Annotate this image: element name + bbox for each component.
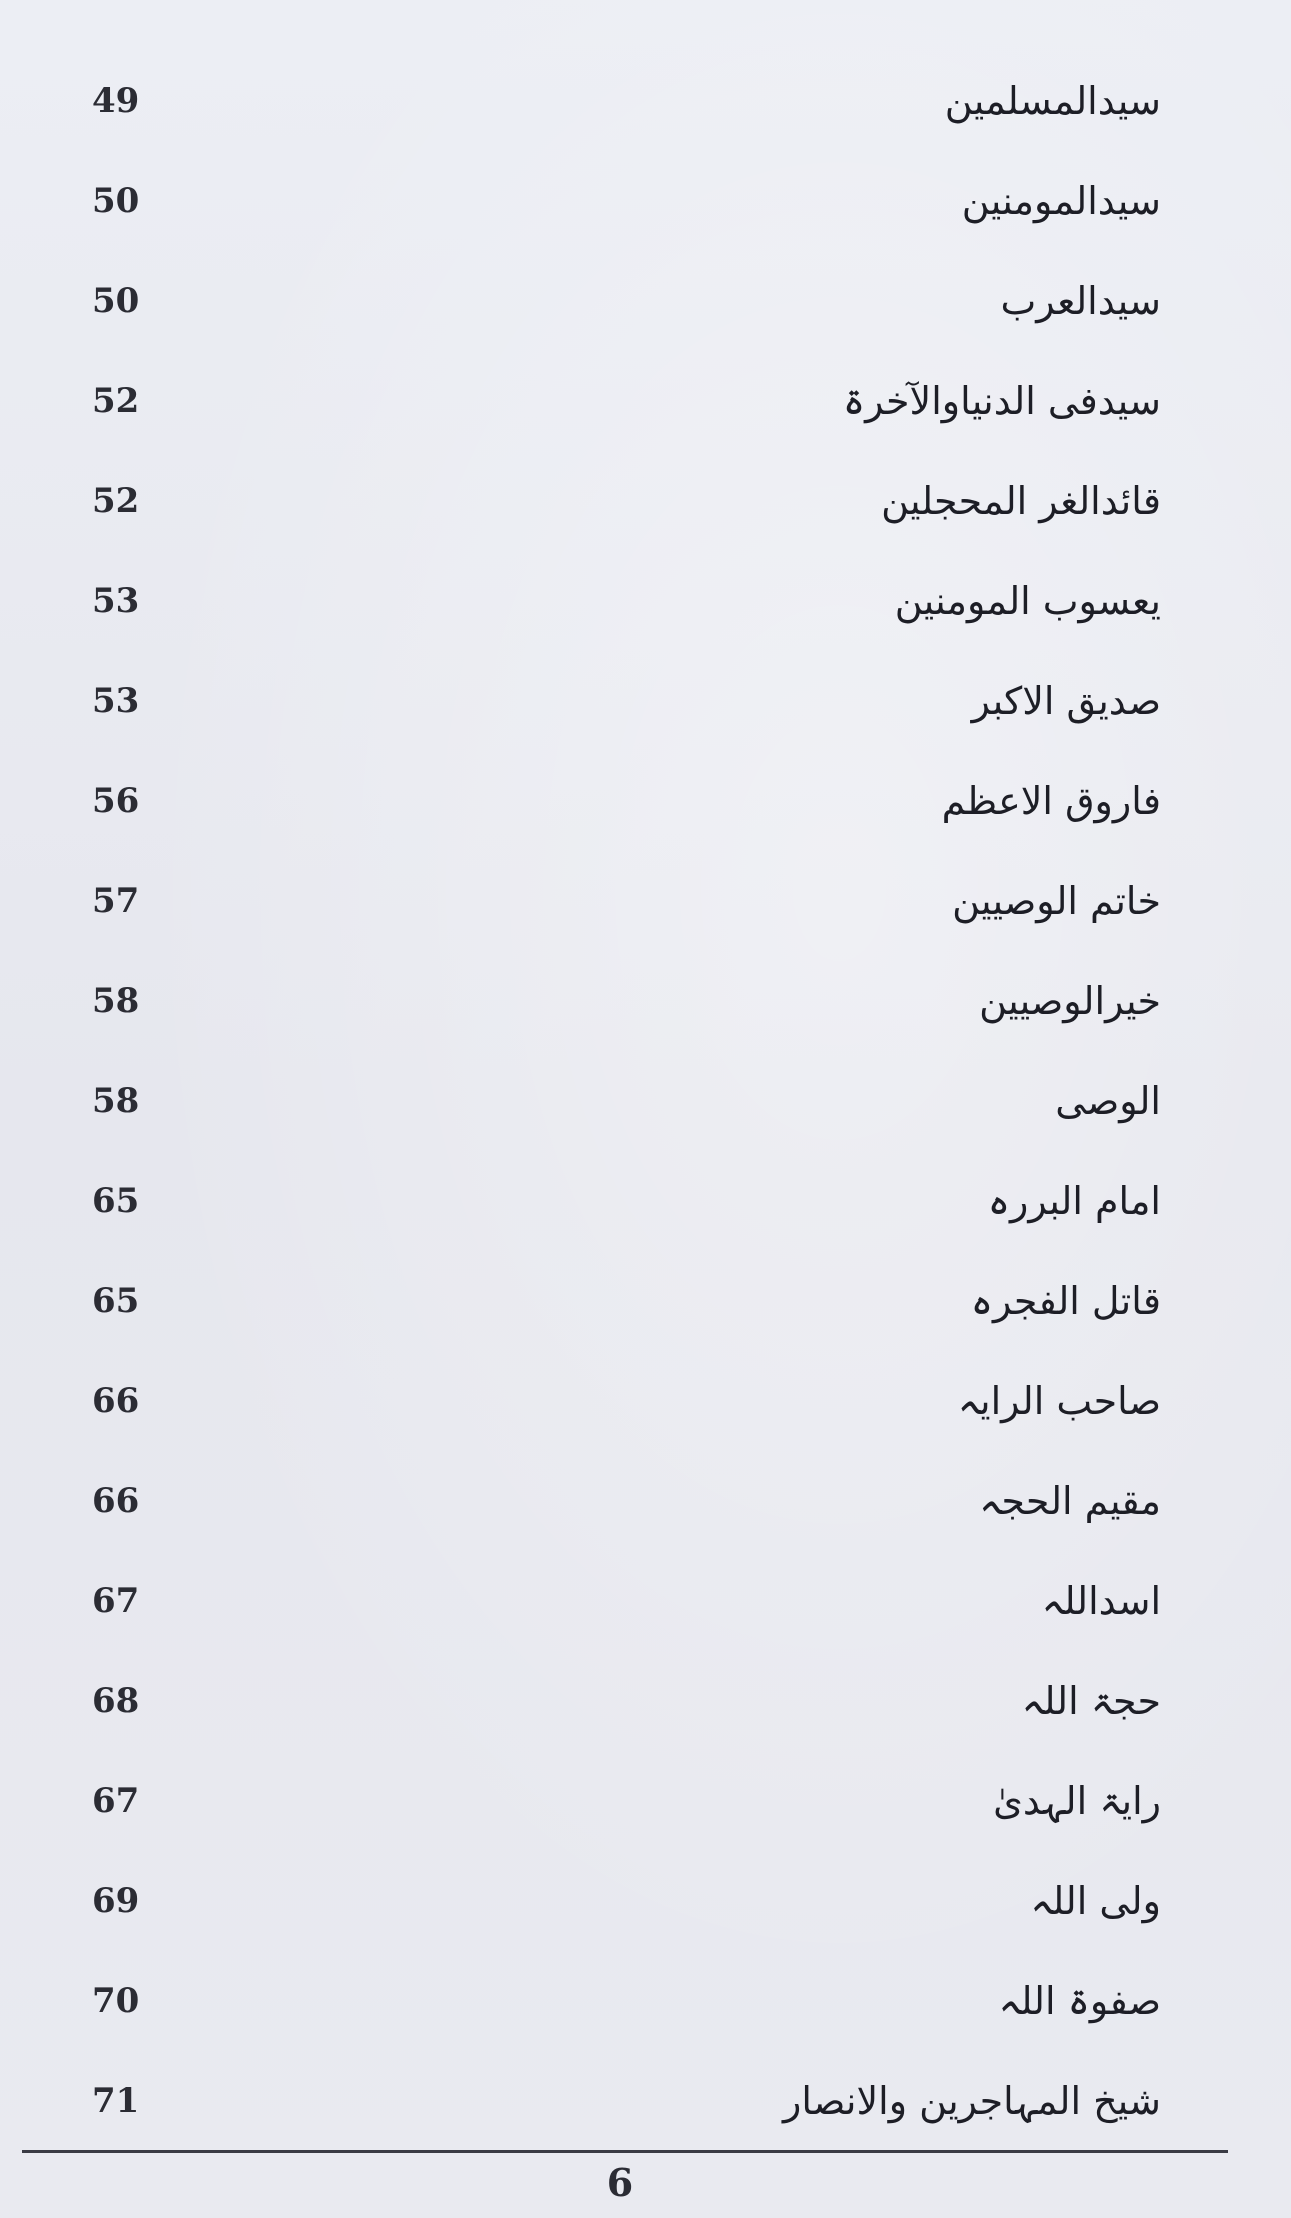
toc-row: [0, 1551, 1291, 1651]
toc-entry-title: صاحب الرایہ: [957, 1379, 1161, 1423]
toc-entry-title: صدیق الاکبر: [971, 679, 1161, 723]
toc-entry-title: امام البررہ: [987, 1179, 1161, 1223]
toc-entry-title: سیدالمومنین: [961, 179, 1161, 223]
toc-entry-title: قائدالغر المحجلین: [881, 479, 1161, 523]
toc-row: [0, 751, 1291, 851]
toc-entry-title: شیخ المہاجرین والانصار: [783, 2079, 1161, 2123]
toc-entry-title: سیدالمسلمین: [944, 79, 1161, 123]
toc-entry-title: الوصی: [1055, 1079, 1161, 1123]
toc-page-number: 68: [92, 1681, 140, 1721]
toc-row: [0, 1051, 1291, 1151]
toc-entry-title: سیدفی الدنیاوالآخرۃ: [842, 379, 1161, 423]
footer-page-number: 6: [606, 2160, 634, 2205]
toc-page-number: 65: [92, 1181, 140, 1221]
toc-page-number: 65: [92, 1281, 140, 1321]
toc-entry-title: مقیم الحجہ: [979, 1479, 1161, 1523]
toc-page-number: 66: [92, 1381, 140, 1421]
toc-row: [0, 851, 1291, 951]
toc-page-number: 70: [92, 1981, 140, 2021]
footer-divider: [22, 2150, 1228, 2153]
toc-page-number: 69: [92, 1881, 140, 1921]
toc-row: [0, 551, 1291, 651]
toc-row: [0, 351, 1291, 451]
toc-row: [0, 1151, 1291, 1251]
toc-page-number: 53: [92, 681, 140, 721]
toc-page-number: 52: [92, 481, 140, 521]
toc-page-number: 67: [92, 1581, 140, 1621]
toc-entry-title: خاتم الوصیین: [952, 879, 1161, 923]
toc-row: [0, 151, 1291, 251]
toc-entry-title: قاتل الفجرہ: [970, 1279, 1161, 1323]
toc-page-number: 71: [92, 2081, 140, 2121]
toc-page-number: 66: [92, 1481, 140, 1521]
toc-row: [0, 451, 1291, 551]
toc-page-number: 50: [92, 181, 140, 221]
toc-page-number: 57: [92, 881, 140, 921]
toc-page-number: 50: [92, 281, 140, 321]
toc-row: [0, 1451, 1291, 1551]
toc-page-number: 49: [92, 81, 140, 121]
toc-entry-title: یعسوب المومنین: [894, 579, 1161, 623]
toc-row: [0, 251, 1291, 351]
toc-row: [0, 1851, 1291, 1951]
toc-page-number: 53: [92, 581, 140, 621]
toc-row: [0, 1351, 1291, 1451]
toc-row: [0, 1651, 1291, 1751]
toc-entry-title: اسداللہ: [1041, 1579, 1161, 1623]
toc-entry-title: ولی اللہ: [1030, 1879, 1161, 1923]
toc-entry-title: خیرالوصیین: [979, 979, 1161, 1023]
toc-entry-title: فاروق الاعظم: [941, 779, 1161, 823]
toc-row: [0, 1251, 1291, 1351]
toc-row: [0, 651, 1291, 751]
toc-page-number: 58: [92, 981, 140, 1021]
toc-row: [0, 51, 1291, 151]
toc-page-number: 58: [92, 1081, 140, 1121]
toc-page-number: 67: [92, 1781, 140, 1821]
toc-page-number: 52: [92, 381, 140, 421]
toc-row: [0, 2051, 1291, 2151]
toc-page-number: 56: [92, 781, 140, 821]
toc-row: [0, 951, 1291, 1051]
toc-entry-title: صفوۃ اللہ: [998, 1979, 1161, 2023]
toc-entry-title: سیدالعرب: [1000, 279, 1161, 323]
toc-row: [0, 1951, 1291, 2051]
toc-row: [0, 1751, 1291, 1851]
toc-entry-title: حجۃ اللہ: [1021, 1679, 1161, 1723]
toc-entry-title: رایۃ الہدیٰ: [993, 1779, 1161, 1823]
